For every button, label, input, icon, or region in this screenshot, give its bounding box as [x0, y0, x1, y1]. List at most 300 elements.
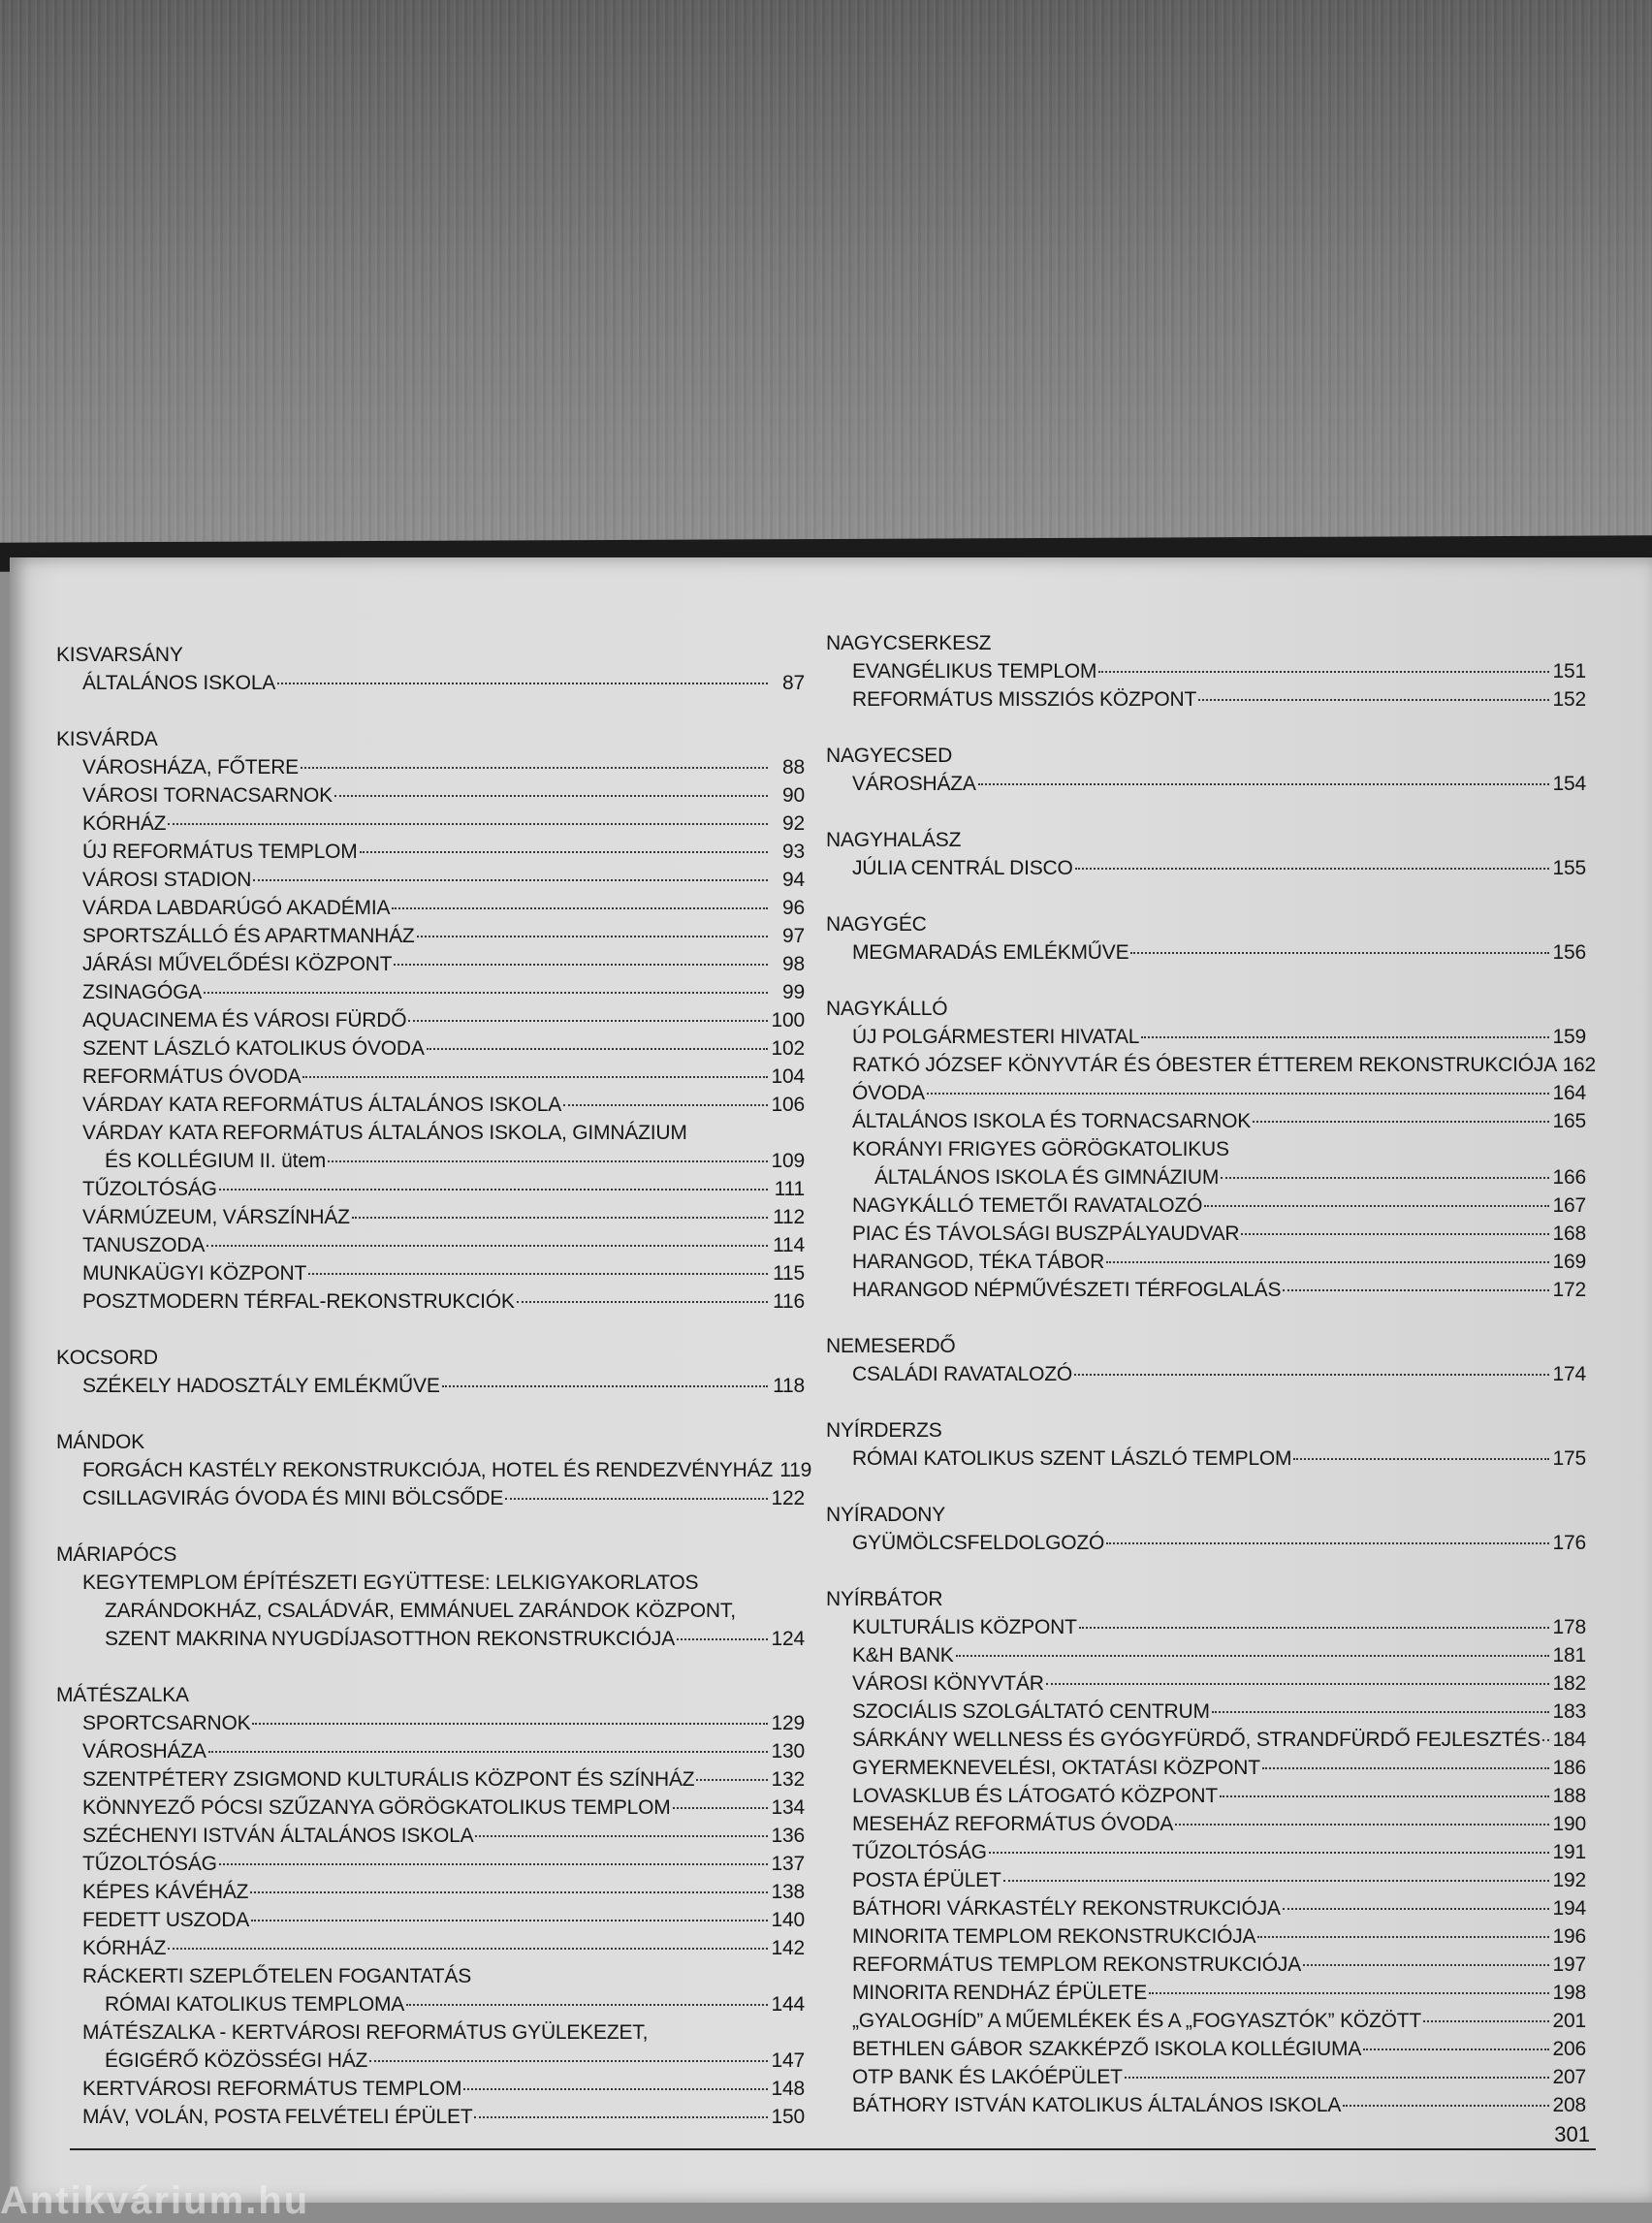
entry-title: POSZTMODERN TÉRFAL-REKONSTRUKCIÓK [82, 1290, 515, 1313]
entry-page-number: 167 [1552, 1194, 1586, 1217]
entry-title: VÁRDA LABDARÚGÓ AKADÉMIA [82, 897, 391, 919]
toc-entry [826, 1163, 1586, 1191]
entry-title: SZOCIÁLIS SZOLGÁLTATÓ CENTRUM [852, 1700, 1210, 1723]
entry-title-line: RÁCKERTI SZEPLŐTELEN FOGANTATÁS [82, 1965, 472, 1987]
entry-page-number: 137 [771, 1853, 805, 1875]
entry-title: REFORMÁTUS MISSZIÓS KÖZPONT [852, 688, 1197, 711]
entry-title: CSALÁDI RAVATALOZÓ [852, 1363, 1073, 1385]
entry-title: SPORTSZÁLLÓ ÉS APARTMANHÁZ [82, 925, 415, 947]
toc-entry [56, 2103, 805, 2131]
dot-leader [956, 1655, 1549, 1657]
dot-leader [1075, 868, 1549, 870]
toc-entry [826, 1107, 1586, 1135]
dot-leader [1423, 2020, 1549, 2022]
toc-section [826, 995, 1597, 1304]
toc-entry [56, 1006, 805, 1034]
toc-entry [56, 753, 805, 781]
toc-entry [826, 2091, 1586, 2119]
entry-page-number: 142 [771, 1937, 805, 1959]
dot-leader [1074, 1374, 1549, 1376]
dot-leader [1141, 1036, 1549, 1038]
entry-page-number: 109 [771, 1150, 805, 1172]
dot-leader [1257, 1936, 1549, 1938]
entry-page-number: 134 [771, 1796, 805, 1819]
entry-page-number: 208 [1552, 2094, 1586, 2116]
entry-page-number: 198 [1552, 1982, 1586, 2004]
toc-entry [56, 1456, 812, 1484]
toc-entry [826, 1922, 1586, 1951]
entry-title: KÖNNYEZŐ PÓCSI SZŰZANYA GÖRÖGKATOLIKUS TEMPLOM [82, 1796, 671, 1819]
toc-entry [56, 894, 805, 922]
dot-leader [677, 1638, 768, 1640]
toc-entry [56, 2075, 805, 2103]
entry-title: REFORMÁTUS TEMPLOM REKONSTRUKCIÓJA [852, 1953, 1302, 1976]
toc-entry [56, 1878, 805, 1906]
entry-title: JÁRÁSI MŰVELŐDÉSI KÖZPONT [82, 953, 393, 975]
dot-leader [392, 907, 768, 909]
entry-title: KULTURÁLIS KÖZPONT [852, 1616, 1077, 1638]
entry-title: MESEHÁZ REFORMÁTUS ÓVODA [852, 1813, 1174, 1835]
toc-section [56, 1344, 805, 1400]
toc-entry [826, 1866, 1586, 1894]
entry-title: BÁTHORY ISTVÁN KATOLIKUS ÁLTALÁNOS ISKOLA [852, 2094, 1342, 2116]
entry-page-number: 176 [1552, 1532, 1586, 1554]
entry-title: GYÜMÖLCSFELDOLGOZÓ [852, 1532, 1105, 1554]
entry-title: VÁROSHÁZA, FŐTERE [82, 756, 299, 778]
entry-page-number: 154 [1552, 773, 1586, 795]
toc-entry [826, 1894, 1586, 1922]
dot-leader [475, 1835, 768, 1837]
entry-title: MÁV, VOLÁN, POSTA FELVÉTELI ÉPÜLET [82, 2106, 473, 2128]
toc-entry [826, 1698, 1586, 1726]
toc-entry [826, 1220, 1586, 1248]
entry-page-number: 151 [1552, 660, 1586, 683]
entry-page-number: 116 [773, 1290, 805, 1313]
entry-title: SPORTCSARNOK [82, 1712, 251, 1734]
toc-entry [56, 838, 805, 866]
toc-entry [826, 657, 1586, 685]
entry-title: VÁROSI STADION [82, 869, 252, 891]
entry-title: CSILLAGVIRÁG ÓVODA ÉS MINI BÖLCSŐDE [82, 1487, 504, 1509]
toc-section [826, 629, 1586, 714]
entry-page-number: 190 [1552, 1813, 1586, 1835]
entry-title: RÓMAI KATOLIKUS SZENT LÁSZLÓ TEMPLOM [852, 1447, 1292, 1470]
toc-entry [56, 1287, 805, 1316]
entry-title: SZENTPÉTERY ZSIGMOND KULTURÁLIS KÖZPONT ÉS SZÍNHÁZ [82, 1768, 695, 1791]
entry-title: POSTA ÉPÜLET [852, 1869, 1001, 1891]
entry-page-number: 175 [1552, 1447, 1586, 1470]
toc-entry [826, 1782, 1586, 1810]
entry-page-number: 99 [782, 981, 805, 1003]
entry-title: MUNKAÜGYI KÖZPONT [82, 1262, 307, 1285]
toc-entry [56, 1765, 805, 1794]
toc-right-column [826, 629, 1597, 2147]
entry-title: ÁLTALÁNOS ISKOLA ÉS TORNACSARNOK [852, 1110, 1252, 1132]
toc-section [826, 1501, 1586, 1557]
entry-page-number: 155 [1552, 857, 1586, 879]
entry-page-number: 94 [782, 869, 805, 891]
entry-title-line: ZARÁNDOKHÁZ, CSALÁDVÁR, EMMÁNUEL ZARÁNDOK KÖZPONT, [105, 1600, 736, 1622]
toc-entry [826, 1079, 1586, 1107]
dot-leader [673, 1807, 768, 1809]
dot-leader [1262, 1767, 1549, 1769]
toc-section [826, 826, 1586, 882]
dot-leader [1046, 1683, 1549, 1685]
entry-page-number: 172 [1552, 1279, 1586, 1301]
entry-page-number: 132 [771, 1768, 805, 1791]
toc-entry [56, 1794, 805, 1822]
toc-entry [826, 1754, 1586, 1782]
dot-leader [474, 2116, 768, 2118]
dot-leader [1212, 1711, 1549, 1713]
entry-page-number: 106 [771, 1094, 805, 1116]
entry-title: SZENT MAKRINA NYUGDÍJASOTTHON REKONSTRUKCIÓJA [105, 1628, 676, 1650]
toc-section [56, 1428, 812, 1512]
entry-page-number: 194 [1552, 1897, 1586, 1920]
entry-title-line: KORÁNYI FRIGYES GÖRÖGKATOLIKUS [852, 1138, 1229, 1160]
toc-section [826, 1416, 1586, 1473]
entry-page-number: 186 [1552, 1757, 1586, 1779]
entry-page-number: 102 [771, 1037, 805, 1060]
entry-page-number: 207 [1552, 2066, 1586, 2088]
toc-entry [56, 950, 805, 978]
book-page [10, 557, 1652, 2203]
town-heading: MÁTÉSZALKA [56, 1684, 189, 1706]
entry-title: TANUSZODA [82, 1234, 206, 1256]
toc-entry [56, 1034, 805, 1063]
toc-section [56, 1681, 805, 2131]
entry-title: KÓRHÁZ [82, 1937, 167, 1959]
dot-leader [978, 783, 1549, 785]
entry-title: KÓRHÁZ [82, 812, 167, 835]
dot-leader [302, 1076, 768, 1078]
dot-leader [1198, 699, 1549, 701]
entry-page-number: 119 [779, 1459, 812, 1481]
entry-page-number: 96 [782, 897, 805, 919]
entry-page-number: 201 [1552, 2010, 1586, 2032]
entry-title: TŰZOLTÓSÁG [82, 1853, 217, 1875]
dot-leader [1106, 1261, 1549, 1263]
dot-leader [206, 1245, 768, 1247]
entry-page-number: 182 [1552, 1672, 1586, 1695]
dot-leader [1283, 1289, 1549, 1291]
toc-section [56, 1540, 805, 1653]
dot-leader [1363, 2048, 1549, 2050]
town-heading: NYÍRADONY [826, 1504, 946, 1526]
toc-entry [56, 1091, 805, 1119]
dot-leader [1221, 1177, 1549, 1179]
entry-page-number: 156 [1552, 941, 1586, 964]
dot-leader [1106, 1542, 1549, 1544]
entry-title: VÁRDAY KATA REFORMÁTUS ÁLTALÁNOS ISKOLA [82, 1094, 561, 1116]
toc-section [826, 1585, 1586, 2119]
toc-entry [56, 978, 805, 1006]
entry-title-line: KEGYTEMPLOM ÉPÍTÉSZETI EGYÜTTESE: LELKIGYAKORLATOS [82, 1572, 699, 1594]
dot-leader [168, 823, 768, 825]
entry-page-number: 164 [1552, 1082, 1586, 1104]
toc-entry [56, 1737, 805, 1765]
toc-entry [56, 1484, 805, 1512]
entry-title: KERTVÁROSI REFORMÁTUS TEMPLOM [82, 2078, 462, 2100]
toc-entry [56, 1822, 805, 1850]
entry-page-number: 159 [1552, 1026, 1586, 1048]
town-heading: KISVÁRDA [56, 728, 158, 750]
toc-entry [826, 1051, 1597, 1079]
toc-entry [56, 2047, 805, 2075]
dot-leader [219, 1863, 768, 1865]
entry-title: ÚJ POLGÁRMESTERI HIVATAL [852, 1026, 1140, 1048]
entry-title: LOVASKLUB ÉS LÁTOGATÓ KÖZPONT [852, 1785, 1218, 1807]
toc-entry [826, 938, 1586, 967]
entry-page-number: 197 [1552, 1953, 1586, 1976]
entry-title: RATKÓ JÓZSEF KÖNYVTÁR ÉS ÓBESTER ÉTTEREM REKONSTRUKCIÓJA [852, 1054, 1558, 1076]
dot-leader [406, 2004, 768, 2006]
dot-leader [563, 1104, 768, 1106]
toc-entry [826, 2007, 1586, 2035]
entry-page-number: 140 [771, 1909, 805, 1931]
toc-entry [826, 1529, 1586, 1557]
toc-entry [56, 1147, 805, 1175]
dot-leader [927, 1093, 1549, 1095]
entry-title: EVANGÉLIKUS TEMPLOM [852, 660, 1097, 683]
entry-title: SZÉCHENYI ISTVÁN ÁLTALÁNOS ISKOLA [82, 1825, 474, 1847]
entry-title: HARANGOD, TÉKA TÁBOR [852, 1251, 1105, 1273]
toc-entry [826, 1360, 1586, 1388]
toc-entry [56, 1990, 805, 2018]
entry-title: RÓMAI KATOLIKUS TEMPLOMA [105, 1993, 405, 2016]
toc-entry [826, 1191, 1586, 1220]
dot-leader [1125, 2077, 1549, 2079]
toc-entry [826, 2035, 1586, 2063]
entry-page-number: 92 [782, 812, 805, 835]
toc-entry [56, 1709, 805, 1737]
toc-entry [56, 866, 805, 894]
town-heading: MÁRIAPÓCS [56, 1543, 177, 1566]
entry-page-number: 130 [771, 1740, 805, 1763]
dot-leader [219, 1189, 768, 1191]
toc-entry [56, 1259, 805, 1287]
entry-title: VÁRMÚZEUM, VÁRSZÍNHÁZ [82, 1206, 350, 1228]
toc-section [56, 641, 805, 697]
toc-entry [56, 1175, 805, 1203]
entry-page-number: 115 [773, 1262, 805, 1285]
toc-entry [826, 854, 1586, 882]
entry-page-number: 118 [773, 1375, 805, 1397]
entry-title: MEGMARADÁS EMLÉKMŰVE [852, 941, 1129, 964]
toc-entry [826, 1641, 1586, 1669]
dot-leader [168, 1948, 768, 1950]
entry-page-number: 87 [782, 672, 805, 694]
town-heading: NYÍRBÁTOR [826, 1588, 943, 1610]
toc-entry [826, 1248, 1586, 1276]
toc-entry [826, 1276, 1586, 1304]
dot-leader [696, 1779, 768, 1781]
dot-leader [408, 1020, 768, 1022]
toc-entry [56, 1203, 805, 1231]
dot-leader [277, 683, 768, 684]
entry-title: BÁTHORI VÁRKASTÉLY REKONSTRUKCIÓJA [852, 1897, 1281, 1920]
toc-entry [826, 770, 1586, 798]
entry-title: TŰZOLTÓSÁG [82, 1178, 217, 1200]
dot-leader [1283, 1908, 1549, 1910]
entry-title: SÁRKÁNY WELLNESS ÉS GYÓGYFÜRDŐ, STRANDFÜRDŐ FEJLESZTÉS [852, 1729, 1541, 1751]
dot-leader [1175, 1824, 1549, 1826]
entry-title: BETHLEN GÁBOR SZAKKÉPZŐ ISKOLA KOLLÉGIUMA [852, 2038, 1362, 2060]
entry-title: ÉGIGÉRŐ KÖZÖSSÉGI HÁZ [105, 2049, 368, 2072]
entry-title: HARANGOD NÉPMŰVÉSZETI TÉRFOGLALÁS [852, 1279, 1282, 1301]
toc-entry [826, 1810, 1586, 1838]
dot-leader [1149, 1992, 1549, 1994]
dot-leader [204, 992, 768, 994]
entry-title: PIAC ÉS TÁVOLSÁGI BUSZPÁLYAUDVAR [852, 1223, 1240, 1245]
entry-page-number: 122 [771, 1487, 805, 1509]
dot-leader [1293, 1458, 1549, 1460]
entry-page-number: 196 [1552, 1925, 1586, 1948]
entry-page-number: 111 [774, 1178, 805, 1200]
entry-title: VÁROSHÁZA [852, 773, 976, 795]
toc-entry [56, 781, 805, 810]
town-heading: NYÍRDERZS [826, 1419, 942, 1442]
dot-leader [1253, 1121, 1549, 1123]
entry-title: KÉPES KÁVÉHÁZ [82, 1881, 249, 1903]
toc-entry [56, 1063, 805, 1091]
toc-entry [56, 1906, 805, 1934]
entry-page-number: 168 [1552, 1223, 1586, 1245]
entry-page-number: 150 [771, 2106, 805, 2128]
entry-page-number: 138 [771, 1881, 805, 1903]
toc-entry [56, 1231, 805, 1259]
dot-leader [352, 1217, 768, 1219]
entry-page-number: 166 [1552, 1166, 1586, 1189]
entry-page-number: 114 [773, 1234, 805, 1256]
entry-title: JÚLIA CENTRÁL DISCO [852, 857, 1073, 879]
dot-leader [360, 851, 768, 853]
entry-page-number: 129 [771, 1712, 805, 1734]
toc-entry [826, 1669, 1586, 1698]
toc-entry [56, 1934, 805, 1962]
entry-title: GYERMEKNEVELÉSI, OKTATÁSI KÖZPONT [852, 1757, 1260, 1779]
dot-leader [250, 1891, 768, 1893]
dot-leader [517, 1301, 768, 1303]
toc-section [826, 910, 1586, 967]
dot-leader [208, 1751, 768, 1753]
dot-leader [1130, 952, 1549, 954]
toc-entry [826, 1951, 1586, 1979]
town-heading: MÁNDOK [56, 1431, 144, 1453]
entry-title: TŰZOLTÓSÁG [852, 1841, 987, 1863]
town-heading: NAGYECSED [826, 745, 953, 767]
toc-entry [56, 1850, 805, 1878]
entry-page-number: 169 [1552, 1251, 1586, 1273]
entry-page-number: 148 [771, 2078, 805, 2100]
entry-page-number: 98 [782, 953, 805, 975]
entry-page-number: 147 [771, 2049, 805, 2072]
entry-title: MINORITA RENDHÁZ ÉPÜLETE [852, 1982, 1148, 2004]
dot-leader [463, 2088, 768, 2090]
dot-leader [1003, 1880, 1549, 1882]
entry-title: ÚJ REFORMÁTUS TEMPLOM [82, 841, 358, 863]
dot-leader [505, 1498, 768, 1500]
page-number: 301 [1554, 2122, 1590, 2146]
entry-title: AQUACINEMA ÉS VÁROSI FÜRDŐ [82, 1009, 407, 1032]
dot-leader [1220, 1795, 1549, 1797]
toc-entry [826, 1445, 1586, 1473]
toc-entry [56, 669, 805, 697]
entry-title: VÁROSHÁZA [82, 1740, 206, 1763]
wooden-table-background [0, 0, 1652, 562]
entry-title: ÉS KOLLÉGIUM II. ütem [105, 1150, 327, 1172]
dot-leader [328, 1160, 768, 1162]
footer-rule [70, 2148, 1596, 2150]
entry-page-number: 188 [1552, 1785, 1586, 1807]
entry-title: NAGYKÁLLÓ TEMETŐI RAVATALOZÓ [852, 1194, 1203, 1217]
toc-entry [56, 922, 805, 950]
entry-title: SZÉKELY HADOSZTÁLY EMLÉKMŰVE [82, 1375, 440, 1397]
entry-title: REFORMÁTUS ÓVODA [82, 1065, 302, 1088]
entry-title: ZSINAGÓGA [82, 981, 203, 1003]
dot-leader [417, 936, 768, 937]
entry-title: MINORITA TEMPLOM REKONSTRUKCIÓJA [852, 1925, 1256, 1948]
dot-leader [253, 879, 768, 881]
entry-page-number: 90 [782, 784, 805, 807]
toc-left-column [56, 641, 812, 2159]
toc-entry [826, 1979, 1586, 2007]
dot-leader [251, 1920, 768, 1921]
entry-title-line: VÁRDAY KATA REFORMÁTUS ÁLTALÁNOS ISKOLA, GIMNÁZIUM [82, 1122, 687, 1144]
dot-leader [1303, 1964, 1549, 1966]
dot-leader [1204, 1205, 1549, 1207]
entry-page-number: 162 [1562, 1054, 1597, 1076]
dot-leader [1079, 1627, 1549, 1629]
entry-page-number: 206 [1552, 2038, 1586, 2060]
entry-page-number: 93 [782, 841, 805, 863]
town-heading: NAGYKÁLLÓ [826, 998, 948, 1020]
dot-leader [1241, 1233, 1549, 1235]
entry-page-number: 181 [1552, 1644, 1586, 1667]
entry-title-line: MÁTÉSZALKA - KERTVÁROSI REFORMÁTUS GYÜLEKEZET, [82, 2021, 649, 2044]
entry-page-number: 183 [1552, 1700, 1586, 1723]
toc-entry [56, 1625, 805, 1653]
toc-entry [56, 1372, 805, 1400]
entry-title: „GYALOGHÍD” A MŰEMLÉKEK ÉS A „FOGYASZTÓK” KÖZÖTT [852, 2010, 1422, 2032]
entry-page-number: 100 [771, 1009, 805, 1032]
entry-title: ÁLTALÁNOS ISKOLA [82, 672, 276, 694]
dot-leader [308, 1273, 768, 1275]
town-heading: NEMESERDŐ [826, 1335, 956, 1357]
entry-title: K&H BANK [852, 1644, 954, 1667]
toc-entry [826, 2063, 1586, 2091]
town-heading: NAGYCSERKESZ [826, 632, 992, 654]
entry-title: VÁROSI TORNACSARNOK [82, 784, 333, 807]
entry-page-number: 165 [1552, 1110, 1586, 1132]
entry-title: ÁLTALÁNOS ISKOLA ÉS GIMNÁZIUM [874, 1166, 1220, 1189]
toc-entry [826, 1023, 1586, 1051]
town-heading: KOCSORD [56, 1347, 158, 1369]
entry-page-number: 124 [771, 1628, 805, 1650]
dot-leader [252, 1723, 768, 1725]
entry-page-number: 152 [1552, 688, 1586, 711]
toc-section [826, 742, 1586, 798]
entry-page-number: 112 [773, 1206, 805, 1228]
dot-leader [1098, 671, 1549, 673]
entry-page-number: 191 [1552, 1841, 1586, 1863]
dot-leader [394, 964, 768, 966]
dot-leader [442, 1385, 768, 1387]
dot-leader [1542, 1739, 1549, 1741]
entry-title: ÓVODA [852, 1082, 925, 1104]
dot-leader [1343, 2105, 1549, 2107]
entry-title: VÁROSI KÖNYVTÁR [852, 1672, 1044, 1695]
